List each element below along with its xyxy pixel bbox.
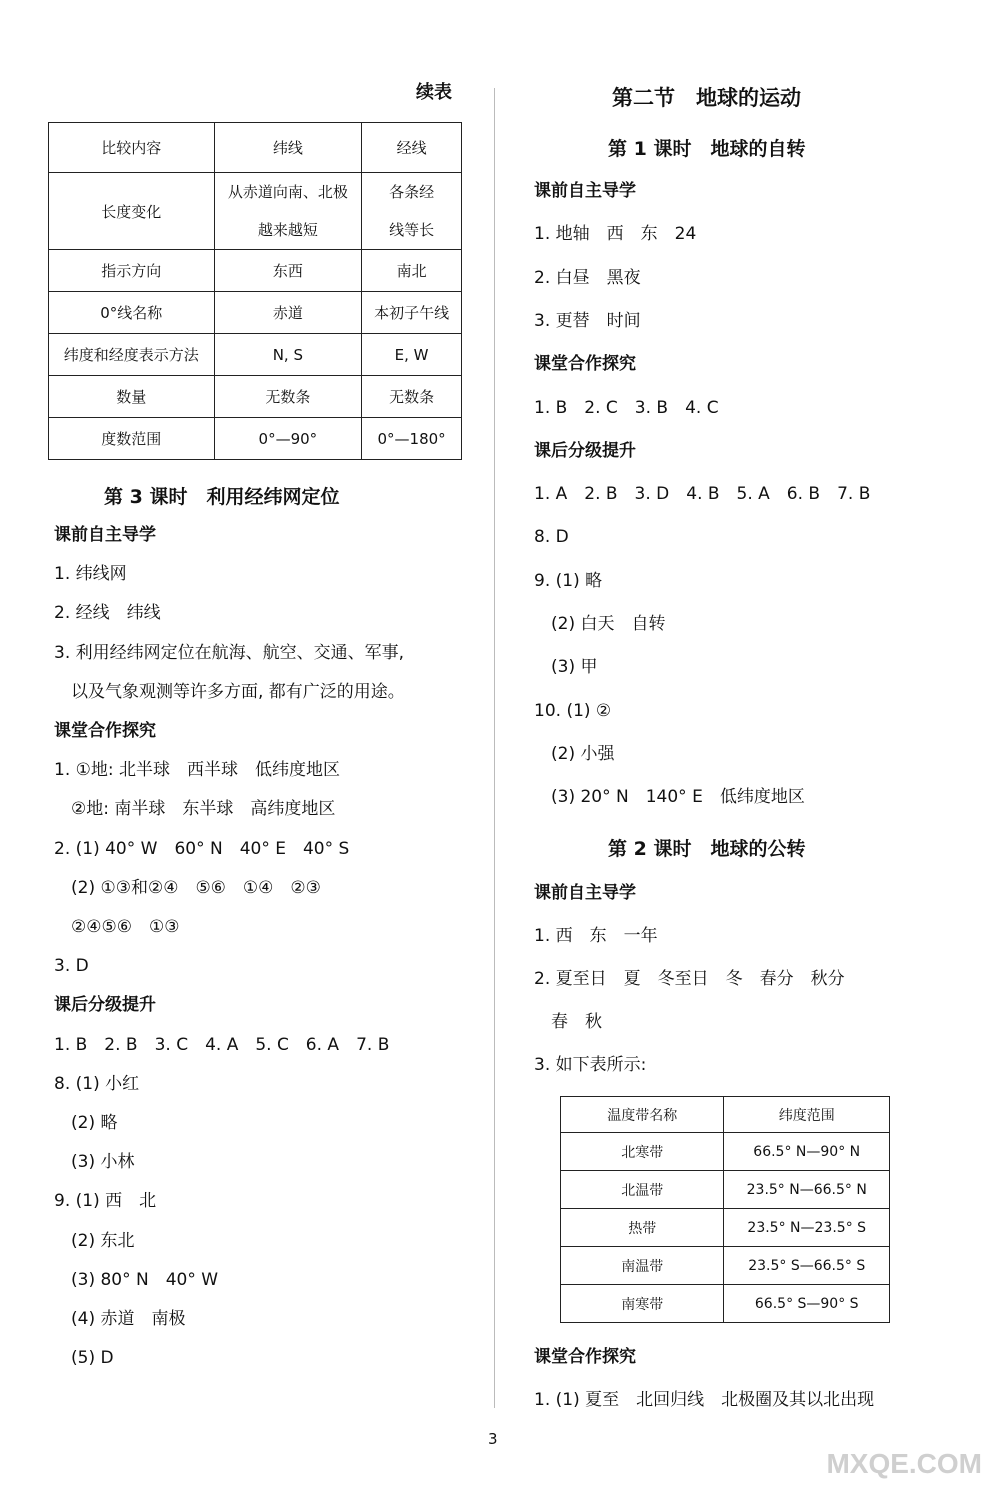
zone-cell: 66.5° S—90° S: [724, 1285, 890, 1323]
answer-line: (4) 赤道 南极: [54, 1309, 186, 1329]
lesson2-title: 第 2 课时 地球的公转: [608, 838, 806, 860]
zone-header-cell: 温度带名称: [561, 1097, 724, 1133]
answer-line: 1. ①地: 北半球 西半球 低纬度地区: [54, 760, 340, 781]
table-header-cell: 经线: [362, 123, 462, 173]
table-cell: 无数条: [362, 376, 462, 418]
answer-line: (3) 甲: [534, 657, 598, 678]
answer-line: 1. B 2. C 3. B 4. C: [534, 397, 719, 418]
table-row: [49, 173, 462, 250]
answer-line: 2. (1) 40° W 60° N 40° E 40° S: [54, 838, 350, 859]
table-row: [49, 334, 462, 376]
answer-line: ②地: 南半球 东半球 高纬度地区: [54, 799, 336, 820]
table-cell: 赤道: [214, 292, 362, 334]
answer-line: (5) D: [54, 1348, 114, 1369]
table-cell: 各条经 线等长: [362, 173, 462, 250]
answer-line: 3. 更替 时间: [534, 310, 641, 331]
section-heading: 课堂合作探究: [534, 354, 636, 375]
column-divider: [494, 88, 495, 1408]
table-header-cell: 比较内容: [49, 123, 215, 173]
answer-line: 8. (1) 小红: [54, 1073, 140, 1094]
answer-line: 1. (1) 夏至 北回归线 北极圈及其以北出现: [534, 1390, 875, 1410]
table-cell: 东西: [214, 250, 362, 292]
table-cell: 0°—180°: [362, 418, 462, 460]
section-heading: 课后分级提升: [54, 995, 156, 1016]
table-cell: 无数条: [214, 376, 362, 418]
answer-line: 1. 西 东 一年: [534, 926, 658, 946]
table-cell: 南北: [362, 250, 462, 292]
section-heading: 课堂合作探究: [534, 1347, 636, 1367]
table-cell: 0°线名称: [49, 292, 215, 334]
section-title: 第二节 地球的运动: [612, 86, 801, 110]
answer-line: (2) 小强: [534, 743, 615, 764]
answer-line: 1. B 2. B 3. C 4. A 5. C 6. A 7. B: [54, 1034, 390, 1055]
zone-cell: 66.5° N—90° N: [724, 1133, 890, 1171]
zone-cell: 南寒带: [561, 1285, 724, 1323]
table-cell: N, S: [214, 334, 362, 376]
answer-line: 9. (1) 略: [534, 570, 603, 591]
table-header-row: [49, 123, 462, 173]
table-cell: 0°—90°: [214, 418, 362, 460]
zone-cell: 南温带: [561, 1247, 724, 1285]
zone-cell: 23.5° N—23.5° S: [724, 1209, 890, 1247]
table-cell: E, W: [362, 334, 462, 376]
answer-line: ②④⑤⑥ ①③: [54, 917, 180, 937]
answer-line: 2. 白昼 黑夜: [534, 267, 641, 288]
answer-line: 3. 如下表所示:: [534, 1055, 647, 1075]
table-cell: 度数范围: [49, 418, 215, 460]
lesson1-title: 第 1 课时 地球的自转: [608, 138, 806, 160]
table-row: [49, 292, 462, 334]
answer-line: 2. 夏至日 夏 冬至日 冬 春分 秋分: [534, 969, 845, 989]
answer-line: 1. 地轴 西 东 24: [534, 224, 697, 245]
comparison-table: [48, 122, 462, 460]
zone-row: [561, 1171, 890, 1209]
table-cell: 数量: [49, 376, 215, 418]
table-cell: 纬度和经度表示方法: [49, 334, 215, 376]
lesson3-title: 第 3 课时 利用经纬网定位: [104, 486, 340, 508]
answer-line: 9. (1) 西 北: [54, 1191, 157, 1212]
table-cell: 本初子午线: [362, 292, 462, 334]
answer-line: (2) 东北: [54, 1230, 135, 1251]
table-header-cell: 纬线: [214, 123, 362, 173]
zone-row: [561, 1285, 890, 1323]
zone-cell: 北寒带: [561, 1133, 724, 1171]
answer-line: (2) 略: [54, 1113, 118, 1133]
zone-row: [561, 1133, 890, 1171]
answer-line: 春 秋: [534, 1012, 602, 1032]
zone-cell: 23.5° N—66.5° N: [724, 1171, 890, 1209]
answer-line: 8. D: [534, 527, 569, 548]
section-heading: 课前自主导学: [534, 181, 636, 201]
table-cell: 指示方向: [49, 250, 215, 292]
zone-cell: 北温带: [561, 1171, 724, 1209]
answer-line: (3) 80° N 40° W: [54, 1269, 219, 1290]
section-heading: 课后分级提升: [534, 440, 636, 461]
zone-cell: 23.5° S—66.5° S: [724, 1247, 890, 1285]
temperature-zone-table: [560, 1096, 890, 1323]
table-row: [49, 250, 462, 292]
table-cell: 从赤道向南、北极 越来越短: [214, 173, 362, 250]
zone-header-cell: 纬度范围: [724, 1097, 890, 1133]
continued-label: 续表: [416, 82, 452, 103]
answer-line: (2) 白天 自转: [534, 614, 666, 634]
table-cell: 长度变化: [49, 173, 215, 250]
section-heading: 课前自主导学: [54, 525, 156, 545]
page-number: 3: [488, 1430, 498, 1448]
answer-line: 1. 纬线网: [54, 564, 127, 585]
answer-line: 3. 利用经纬网定位在航海、航空、交通、军事,: [54, 642, 405, 663]
zone-row: [561, 1247, 890, 1285]
watermark: MXQE.COM: [826, 1448, 982, 1479]
table-row: [49, 418, 462, 460]
section-heading: 课前自主导学: [534, 883, 636, 903]
answer-line: (3) 小林: [54, 1152, 135, 1173]
answer-line: (3) 20° N 140° E 低纬度地区: [534, 787, 805, 808]
table-row: [49, 376, 462, 418]
zone-cell: 热带: [561, 1209, 724, 1247]
section-heading: 课堂合作探究: [54, 721, 156, 741]
answer-line: 10. (1) ②: [534, 700, 612, 721]
answer-line: 2. 经线 纬线: [54, 603, 161, 624]
zone-header-row: [561, 1097, 890, 1133]
answer-line: (2) ①③和②④ ⑤⑥ ①④ ②③: [54, 877, 321, 898]
answer-line: 以及气象观测等许多方面, 都有广泛的用途。: [54, 681, 405, 702]
answer-line: 3. D: [54, 956, 89, 977]
answer-line: 1. A 2. B 3. D 4. B 5. A 6. B 7. B: [534, 484, 871, 505]
zone-row: [561, 1209, 890, 1247]
